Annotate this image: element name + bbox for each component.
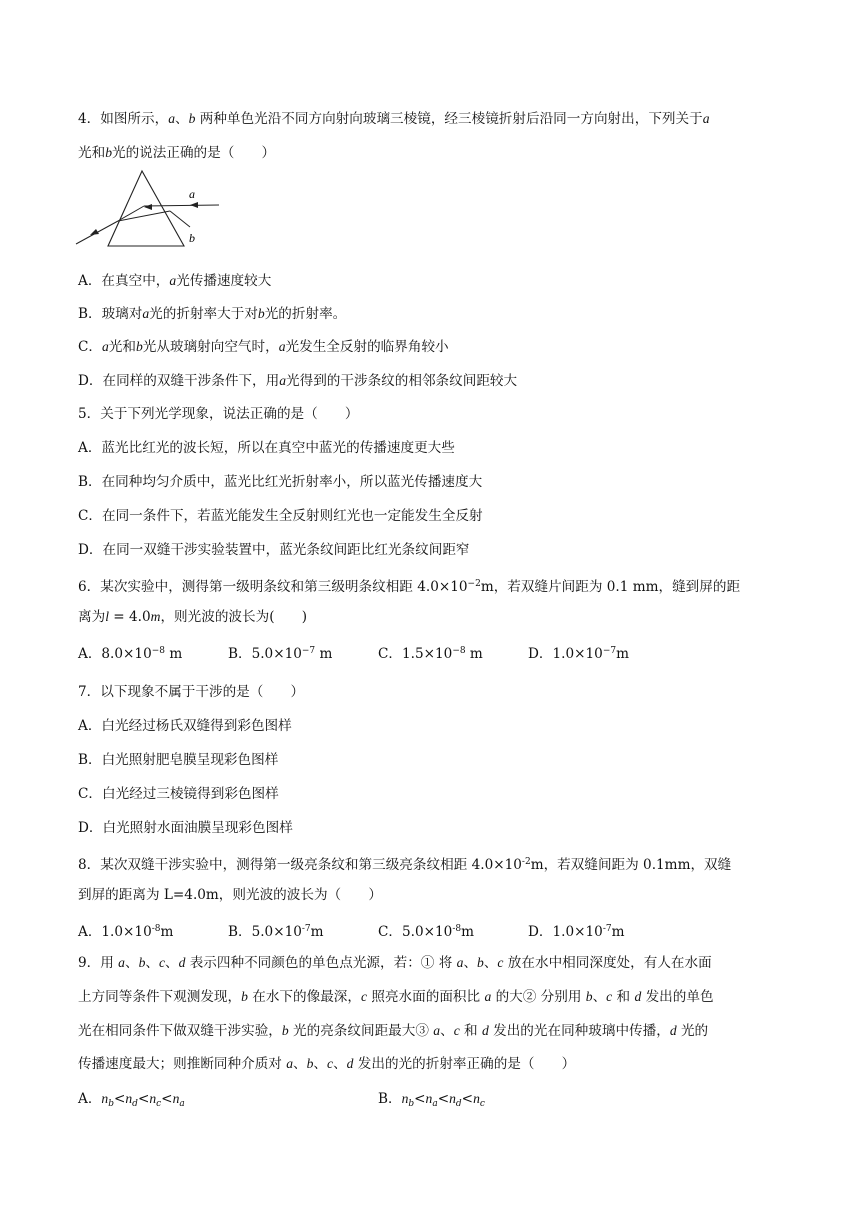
var-a: a bbox=[286, 1056, 294, 1071]
separator: 、 bbox=[293, 1056, 307, 1072]
less-than: < bbox=[113, 1091, 126, 1107]
q8-option-d bbox=[528, 919, 624, 942]
index-n: n bbox=[449, 1091, 456, 1106]
q8-text: m，若双缝间距为 0.1mm，双缝 bbox=[530, 857, 732, 873]
var-d: d bbox=[634, 989, 642, 1004]
exponent: -7 bbox=[301, 924, 311, 934]
var-c: c bbox=[361, 989, 368, 1004]
var-c: c bbox=[453, 1023, 460, 1038]
subscript: a bbox=[432, 1099, 438, 1109]
q4-stem-text: 光的说法正确的是（ ） bbox=[111, 145, 276, 161]
index-n: n bbox=[172, 1091, 180, 1106]
var-a: a bbox=[278, 339, 286, 354]
exponent: −2 bbox=[467, 579, 481, 589]
separator: 、 bbox=[333, 1056, 347, 1072]
var-a: a bbox=[168, 111, 176, 126]
index-n: n bbox=[401, 1091, 409, 1106]
q6-stem-line2 bbox=[78, 607, 782, 627]
q9-text: 在水下的像最深， bbox=[247, 989, 361, 1005]
var-d: d bbox=[669, 1023, 677, 1038]
ray-a-incident bbox=[144, 205, 219, 206]
q6-option-b bbox=[228, 641, 332, 664]
var-b: b bbox=[306, 1056, 314, 1071]
separator: 、 bbox=[165, 955, 179, 971]
subscript: c bbox=[479, 1099, 485, 1109]
q9-text: 光的亮条纹间距最大③ bbox=[288, 1023, 434, 1039]
q4-stem-text: 光和 bbox=[78, 145, 106, 161]
exponent: −8 bbox=[452, 646, 466, 656]
option-text: A． bbox=[78, 1091, 102, 1107]
option-text: C．5.0×10 bbox=[378, 924, 453, 940]
q4-stem-text: 4．如图所示， bbox=[78, 111, 169, 127]
q4-option-d bbox=[78, 371, 782, 391]
subscript: b bbox=[408, 1099, 415, 1109]
option-text: 光的折射率大于对 bbox=[149, 306, 258, 322]
unit-m: m bbox=[150, 609, 161, 624]
prism-triangle bbox=[108, 171, 184, 246]
q4-option-a bbox=[78, 271, 782, 291]
var-a: a bbox=[456, 955, 464, 970]
q6-option-c bbox=[378, 641, 483, 664]
fig-label-b: b bbox=[189, 231, 195, 245]
option-text: 光得到的干涉条纹的相邻条纹间距较大 bbox=[286, 373, 518, 389]
q4-stem-line1 bbox=[78, 109, 782, 129]
q6-text: 离为 bbox=[78, 609, 106, 625]
q9-text: 的大② 分别用 bbox=[491, 989, 586, 1005]
var-a: a bbox=[484, 989, 492, 1004]
exponent: -2 bbox=[521, 857, 531, 867]
separator: 、 bbox=[313, 1056, 328, 1072]
subscript: d bbox=[455, 1099, 462, 1109]
q9-text: 发出的单色 bbox=[641, 989, 714, 1005]
subscript: b bbox=[108, 1099, 114, 1109]
q8-text: 8．某次双缝干涉实验中，测得第一级亮条纹和第三级亮条纹相距 4.0×10 bbox=[78, 857, 522, 873]
exponent: −7 bbox=[602, 646, 617, 656]
q8-stem-line1 bbox=[78, 852, 782, 875]
exponent: −8 bbox=[151, 646, 165, 656]
separator: 、 bbox=[124, 955, 139, 971]
option-text: 光传播速度较大 bbox=[176, 273, 272, 289]
q9-text: 发出的光的折射率正确的是（ ） bbox=[353, 1056, 576, 1072]
exponent: −7 bbox=[301, 646, 316, 656]
q9-option-b bbox=[378, 1089, 485, 1114]
var-d: d bbox=[481, 1023, 489, 1038]
var-a: a bbox=[142, 306, 150, 321]
ray-b-incident bbox=[170, 211, 190, 227]
q4-stem-line2 bbox=[78, 143, 782, 163]
option-text: 光的折射率。 bbox=[264, 306, 347, 322]
arrow-internal-icon bbox=[144, 204, 152, 210]
q6-option-d bbox=[528, 641, 629, 664]
q9-text: 放在水中相同深度处，有人在水面 bbox=[503, 955, 712, 971]
separator: 、 bbox=[145, 955, 159, 971]
less-than: < bbox=[437, 1091, 450, 1107]
unit: m bbox=[160, 924, 174, 940]
q5-option-a: A．蓝光比红光的波长短，所以在真空中蓝光的传播速度更大些 bbox=[78, 440, 455, 456]
prism-diagram bbox=[74, 168, 224, 248]
q5-option-d: D．在同一双缝干涉实验装置中，蓝光条纹间距比红光条纹间距窄 bbox=[78, 542, 470, 558]
var-b: b bbox=[105, 145, 112, 160]
separator: 、 bbox=[440, 1023, 454, 1039]
q7-option-d: D．白光照射水面油膜呈现彩色图样 bbox=[78, 820, 293, 836]
option-text: A．在真空中， bbox=[78, 273, 170, 289]
var-b: b bbox=[281, 1023, 289, 1038]
var-a: a bbox=[702, 111, 710, 126]
var-c: c bbox=[606, 989, 613, 1004]
less-than: < bbox=[461, 1091, 474, 1107]
index-n: n bbox=[125, 1091, 133, 1106]
q7-stem: 7．以下现象不属于干涉的是（ ） bbox=[78, 684, 305, 700]
var-l: l bbox=[105, 609, 109, 624]
var-a: a bbox=[169, 273, 177, 288]
option-text: A．8.0×10 bbox=[78, 646, 152, 662]
exponent: -8 bbox=[452, 924, 462, 934]
option-text: D．1.0×10 bbox=[528, 646, 603, 662]
q9-text: 和 bbox=[612, 989, 635, 1005]
var-b: b bbox=[188, 111, 196, 126]
var-b: b bbox=[241, 989, 248, 1004]
index-n: n bbox=[149, 1091, 157, 1106]
var-c: c bbox=[327, 1056, 334, 1071]
q9-text: 发出的光在同种玻璃中传播， bbox=[488, 1023, 670, 1039]
q9-text: 传播速度最大；则推断同种介质对 bbox=[78, 1056, 287, 1072]
unit: m bbox=[611, 924, 625, 940]
q9-stem-line1 bbox=[78, 953, 782, 973]
q7-option-b: B．白光照射肥皂膜呈现彩色图样 bbox=[78, 752, 279, 768]
option-text: 光和 bbox=[108, 339, 136, 355]
unit: m bbox=[461, 924, 474, 940]
q6-text: 6．某次实验中，测得第一级明条纹和第三级明条纹相距 4.0×10 bbox=[78, 579, 468, 595]
separator: 、 bbox=[463, 955, 478, 971]
q6-text: ，则光波的波长为( ) bbox=[160, 609, 307, 625]
exponent: -8 bbox=[151, 924, 161, 934]
index-n: n bbox=[473, 1091, 480, 1106]
exponent: -7 bbox=[602, 924, 612, 934]
q9-text: 和 bbox=[459, 1023, 482, 1039]
var-a: a bbox=[433, 1023, 441, 1038]
var-b: b bbox=[585, 989, 593, 1004]
q8-option-c bbox=[378, 919, 474, 942]
q4-option-c bbox=[78, 337, 782, 357]
option-text: 光发生全反射的临界角较小 bbox=[285, 339, 449, 355]
unit: m bbox=[315, 646, 333, 662]
index-n: n bbox=[101, 1091, 109, 1106]
q4-option-b bbox=[78, 304, 782, 324]
subscript: c bbox=[156, 1099, 162, 1109]
option-text: A．1.0×10 bbox=[78, 924, 152, 940]
q9-stem-line3 bbox=[78, 1021, 782, 1041]
index-n: n bbox=[425, 1091, 433, 1106]
subscript: a bbox=[179, 1099, 185, 1109]
var-d: d bbox=[178, 955, 186, 970]
option-text: B．5.0×10 bbox=[228, 646, 302, 662]
q9-text: 9．用 bbox=[78, 955, 119, 971]
option-text: C．1.5×10 bbox=[378, 646, 453, 662]
option-text: B．玻璃对 bbox=[78, 306, 143, 322]
var-a: a bbox=[102, 339, 109, 354]
q8-option-b bbox=[228, 919, 324, 942]
unit: m bbox=[616, 646, 629, 662]
q6-text: m，若双缝片间距为 0.1 mm，缝到屏的距 bbox=[480, 579, 741, 595]
less-than: < bbox=[137, 1091, 150, 1107]
var-b: b bbox=[135, 339, 143, 354]
subscript: d bbox=[132, 1099, 138, 1109]
q5-stem: 5．关于下列光学现象，说法正确的是（ ） bbox=[78, 406, 359, 422]
q8-stem-line2: 到屏的距离为 L=4.0m，则光波的波长为（ ） bbox=[78, 887, 382, 903]
less-than: < bbox=[161, 1091, 173, 1107]
q8-option-a bbox=[78, 919, 173, 942]
separator: 、 bbox=[483, 955, 498, 971]
option-text: D．1.0×10 bbox=[528, 924, 603, 940]
less-than: < bbox=[414, 1091, 426, 1107]
q9-text: 上方同等条件下观测发现， bbox=[78, 989, 242, 1005]
q9-text: 照亮水面的面积比 bbox=[367, 989, 485, 1005]
q9-stem-line2 bbox=[78, 987, 782, 1007]
q9-text: 光在相同条件下做双缝干涉实验， bbox=[78, 1023, 282, 1039]
var-c: c bbox=[158, 955, 165, 970]
var-d: d bbox=[346, 1056, 354, 1071]
unit: m bbox=[165, 646, 183, 662]
var-c: c bbox=[497, 955, 504, 970]
var-b: b bbox=[477, 955, 484, 970]
q6-text: = 4.0 bbox=[108, 609, 151, 625]
q9-text: 光的 bbox=[676, 1023, 709, 1039]
fig-label-a: a bbox=[189, 187, 195, 201]
q5-option-c: C．在同一条件下，若蓝光能发生全反射则红光也一定能发生全反射 bbox=[78, 508, 483, 524]
q7-option-c: C．白光经过三棱镜得到彩色图样 bbox=[78, 786, 279, 802]
option-text: D．在同样的双缝干涉条件下，用 bbox=[78, 373, 280, 389]
q9-stem-line4 bbox=[78, 1054, 782, 1074]
q4-stem-text: 两种单色光沿不同方向射向玻璃三棱镜，经三棱镜折射后沿同一方向射出，下列关于 bbox=[195, 111, 703, 127]
unit: m bbox=[310, 924, 324, 940]
var-a: a bbox=[118, 955, 125, 970]
var-a: a bbox=[279, 373, 287, 388]
separator: 、 bbox=[175, 111, 189, 127]
q6-option-a bbox=[78, 641, 182, 664]
option-text: C． bbox=[78, 339, 102, 355]
q6-stem-line1 bbox=[78, 574, 782, 597]
separator: 、 bbox=[592, 989, 607, 1005]
option-text: 光从玻璃射向空气时， bbox=[142, 339, 279, 355]
q5-option-b: B．在同种均匀介质中，蓝光比红光折射率小，所以蓝光传播速度大 bbox=[78, 474, 483, 490]
q9-text: 表示四种不同颜色的单色点光源，若：① 将 bbox=[185, 955, 457, 971]
arrow-exit-icon bbox=[90, 229, 99, 235]
var-b: b bbox=[138, 955, 146, 970]
option-text: B．5.0×10 bbox=[228, 924, 302, 940]
arrow-a-icon bbox=[190, 202, 198, 208]
q7-option-a: A．白光经过杨氏双缝得到彩色图样 bbox=[78, 718, 292, 734]
unit: m bbox=[465, 646, 483, 662]
q9-option-a bbox=[78, 1089, 185, 1114]
var-b: b bbox=[257, 306, 265, 321]
option-text: B． bbox=[378, 1091, 402, 1107]
